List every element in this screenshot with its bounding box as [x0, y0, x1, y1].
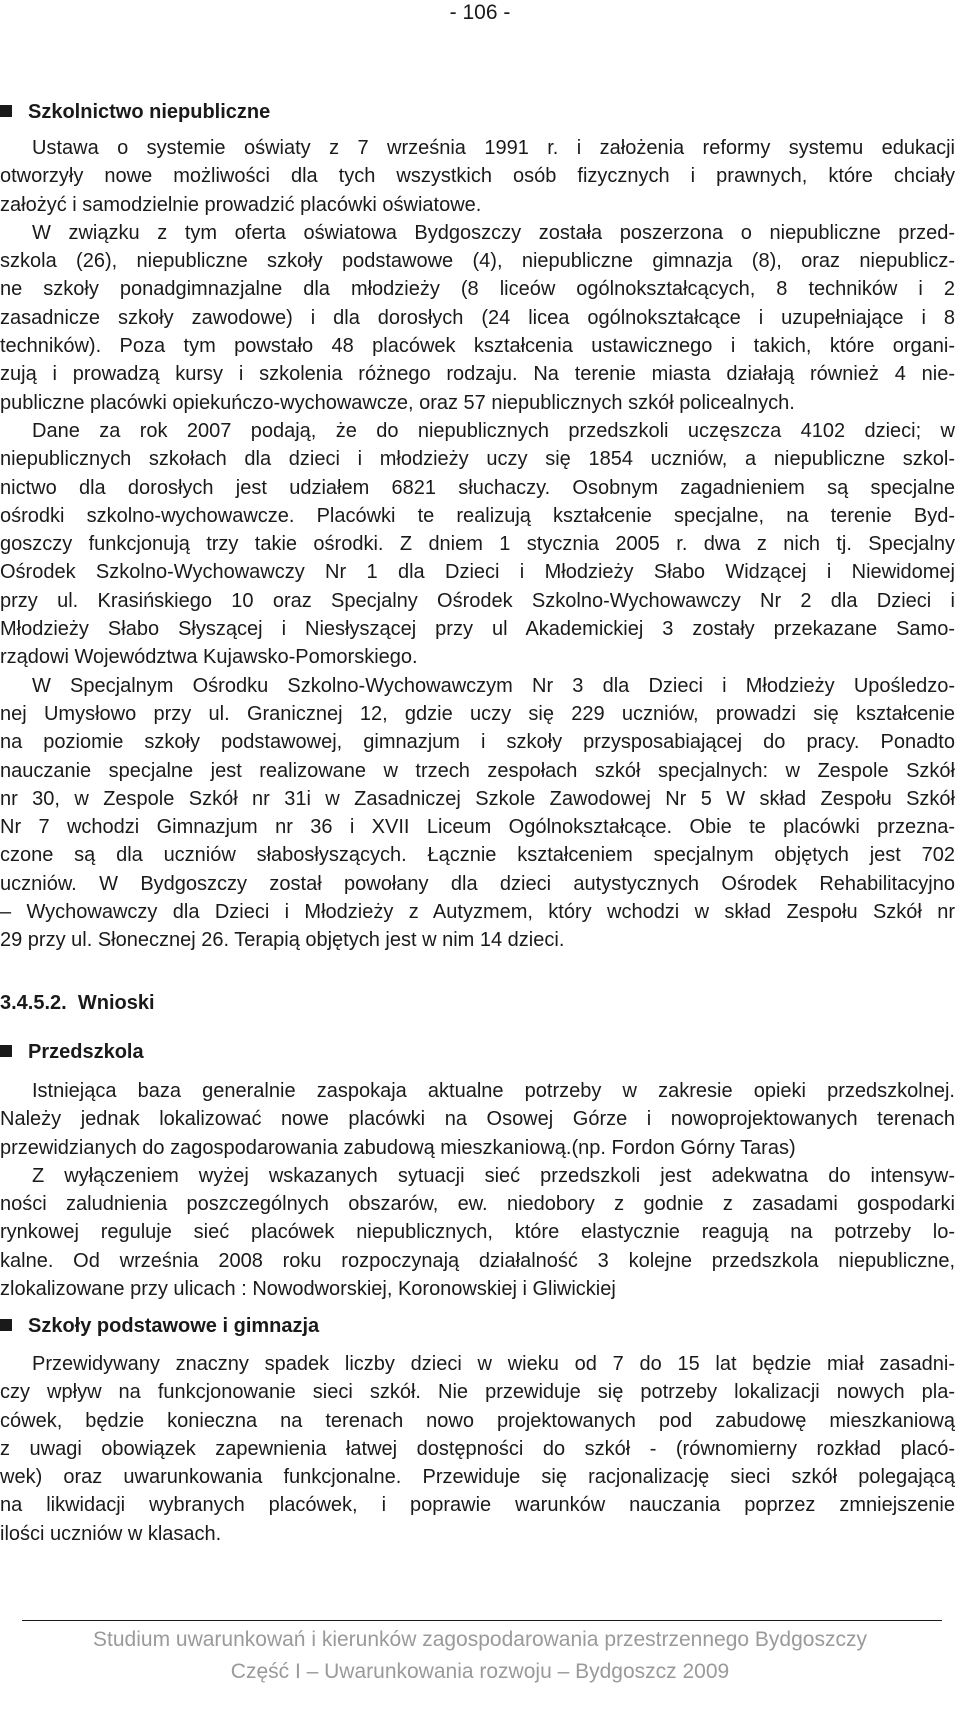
paragraph-line: W Specjalnym Ośrodku Szkolno-Wychowawczym Nr 3 dla Dzieci i Młodzieży Upośledzo- — [32, 674, 955, 697]
subsection-number: 3.4.5.2. — [0, 992, 67, 1014]
paragraph-line: z uwagi obowiązek zapewnienia łatwej dostępności do szkół - (równomierny rozkład placó- — [0, 1437, 955, 1460]
section-heading-przedszkola — [0, 1039, 144, 1065]
section-heading-text: Szkolnictwo niepubliczne — [28, 101, 271, 123]
paragraph-line: czy wpływ na funkcjonowanie sieci szkół. Nie przewiduje się potrzeby lokalizacji nowych pla- — [0, 1381, 955, 1404]
paragraph-line: – Wychowawczy dla Dzieci i Młodzieży z Autyzmem, który wchodzi w skład Zespołu Szkół nr — [0, 901, 955, 924]
paragraph-line: Dane za rok 2007 podają, że do niepublicznych przedszkoli uczęszcza 4102 dzieci; w — [32, 419, 955, 442]
section-heading-text: Przedszkola — [28, 1041, 144, 1063]
paragraph-line: kalne. Od września 2008 roku rozpoczynają działalność 3 kolejne przedszkola niepubliczne, — [0, 1249, 955, 1272]
paragraph-line: przy ul. Krasińskiego 10 oraz Specjalny Ośrodek Szkolno-Wychowawczy Nr 2 dla Dzieci i — [0, 589, 955, 612]
section-body-szkolnictwo — [0, 134, 955, 955]
paragraph-line: publiczne placówki opiekuńczo-wychowawcze, oraz 57 niepublicznych szkół policealnych. — [0, 391, 795, 414]
paragraph-line: nictwo dla dorosłych jest udziałem 6821 słuchaczy. Osobnym zagadnieniem są specjalne — [0, 476, 955, 499]
bullet-square-icon — [0, 1045, 12, 1057]
paragraph-line: uczniów. W Bydgoszczy został powołany dla dzieci autystycznych Ośrodek Rehabilitacyjno — [0, 872, 955, 895]
paragraph-line: nr 30, w Zespole Szkół nr 31i w Zasadniczej Szkole Zawodowej Nr 5 W skład Zespołu Szkół — [0, 787, 955, 810]
paragraph-line: Ośrodek Szkolno-Wychowawczy Nr 1 dla Dzieci i Młodzieży Słabo Widzącej i Niewidomej — [0, 561, 955, 584]
paragraph-line: zlokalizowane przy ulicach : Nowodworskiej, Koronowskiej i Gliwickiej — [0, 1278, 616, 1301]
bullet-square-icon — [0, 105, 12, 117]
page-number: - 106 - — [449, 1, 511, 24]
paragraph-line: na likwidacji wybranych placówek, i poprawie warunków nauczania poprzez zmniejszenie — [0, 1494, 955, 1517]
paragraph-line: Ustawa o systemie oświaty z 7 września 1991 r. i założenia reformy systemu edukacji — [32, 137, 955, 159]
paragraph-line: zasadnicze szkoły zawodowe) i dla dorosłych (24 licea ogólnokształcące i uzupełniające i 8 — [0, 306, 955, 329]
section-heading-szkoly-podstawowe — [0, 1313, 319, 1339]
paragraph-line: techników). Poza tym powstało 48 placówek kształcenia ustawicznego i takich, które organi- — [0, 335, 955, 358]
paragraph-line: W związku z tym oferta oświatowa Bydgoszczy została poszerzona o niepubliczne przed- — [32, 221, 955, 244]
footer-line-1: Studium uwarunkowań i kierunków zagospodarowania przestrzennego Bydgoszczy — [93, 1628, 867, 1651]
paragraph-line: Młodzieży Słabo Słyszącej i Niesłyszącej przy ul Akademickiej 3 zostały przekazane Samo- — [0, 618, 955, 641]
paragraph-line: otworzyły nowe możliwości dla tych wszystkich osób fizycznych i prawnych, które chciały — [0, 165, 955, 188]
paragraph-line: Istniejąca baza generalnie zaspokaja aktualne potrzeby w zakresie opieki przedszkolnej. — [32, 1080, 955, 1102]
paragraph-line: niepublicznych szkołach dla dzieci i młodzieży uczy się 1854 uczniów, a niepubliczne szkol- — [0, 448, 955, 471]
paragraph-line: Należy jednak lokalizować nowe placówki na Osowej Górze i nowoprojektowanych terenach — [0, 1108, 955, 1131]
section-body-przedszkola — [0, 1077, 955, 1303]
footer-divider — [22, 1620, 942, 1621]
paragraph-line: przewidzianych do zagospodarowania zabudową mieszkaniową.(np. Fordon Górny Taras) — [0, 1136, 796, 1159]
paragraph-line: 29 przy ul. Słonecznej 26. Terapią objętych jest w nim 14 dzieci. — [0, 929, 565, 952]
paragraph-line: czone są dla uczniów słabosłyszących. Łącznie kształceniem specjalnym objętych jest 702 — [0, 844, 955, 867]
paragraph-line: ne szkoły ponadgimnazjalne dla młodzieży (8 liceów ogólnokształcących, 8 techników i 2 — [0, 278, 955, 301]
paragraph-line: nej Umysłowo przy ul. Granicznej 12, gdzie uczy się 229 uczniów, prowadzi się kształcenie — [0, 702, 955, 725]
bullet-square-icon — [0, 1319, 12, 1331]
paragraph-line: Z wyłączeniem wyżej wskazanych sytuacji sieć przedszkoli jest adekwatna do intensyw- — [32, 1164, 955, 1187]
paragraph-line: założyć i samodzielnie prowadzić placówki oświatowe. — [0, 193, 482, 216]
section-heading-szkolnictwo — [0, 99, 270, 125]
paragraph-line: zują i prowadzą kursy i szkolenia różnego rodzaju. Na terenie miasta działają również 4 nie- — [0, 363, 955, 386]
paragraph-line: Przewidywany znaczny spadek liczby dzieci w wieku od 7 do 15 lat będzie miał zasadni- — [32, 1353, 955, 1375]
paragraph-line: Nr 7 wchodzi Gimnazjum nr 36 i XVII Liceum Ogólnokształcące. Obie te placówki przezna- — [0, 816, 955, 839]
paragraph-line: ośrodki szkolno-wychowawcze. Placówki te realizują kształcenie specjalne, na terenie Byd- — [0, 504, 955, 527]
paragraph-line: goszczy funkcjonują trzy takie ośrodki. Z dniem 1 stycznia 2005 r. dwa z nich tj. Specjalny — [0, 533, 955, 556]
paragraph-line: cówek, będzie konieczna na terenach nowo projektowanych pod zabudowę mieszkaniową — [0, 1409, 955, 1432]
subsection-heading — [0, 990, 155, 1016]
paragraph-line: wek) oraz uwarunkowania funkcjonalne. Przewiduje się racjonalizację sieci szkół polegającą — [0, 1466, 955, 1489]
footer-line-2: Część I – Uwarunkowania rozwoju – Bydgoszcz 2009 — [230, 1660, 730, 1683]
paragraph-line: rynkowej reguluje sieć placówek niepublicznych, które elastycznie reagują na potrzeby lo- — [0, 1221, 955, 1244]
paragraph-line: na poziomie szkoły podstawowej, gimnazjum i szkoły przysposabiającej do pracy. Ponadto — [0, 731, 955, 754]
paragraph-line: ilości uczniów w klasach. — [0, 1522, 222, 1545]
section-body-szkoly-podstawowe — [0, 1350, 955, 1548]
subsection-title: Wnioski — [77, 992, 155, 1014]
paragraph-line: rządowi Województwa Kujawsko-Pomorskiego. — [0, 646, 418, 669]
paragraph-line: nauczanie specjalne jest realizowane w trzech zespołach szkół specjalnych: w Zespole Szkół — [0, 759, 955, 782]
section-heading-text: Szkoły podstawowe i gimnazja — [28, 1315, 320, 1337]
paragraph-line: szkola (26), niepubliczne szkoły podstawowe (4), niepubliczne gimnazja (8), oraz niepublicz- — [0, 250, 955, 273]
paragraph-line: ności zaludnienia poszczególnych obszarów, ew. niedobory z godnie z zasadami gospodarki — [0, 1193, 955, 1216]
